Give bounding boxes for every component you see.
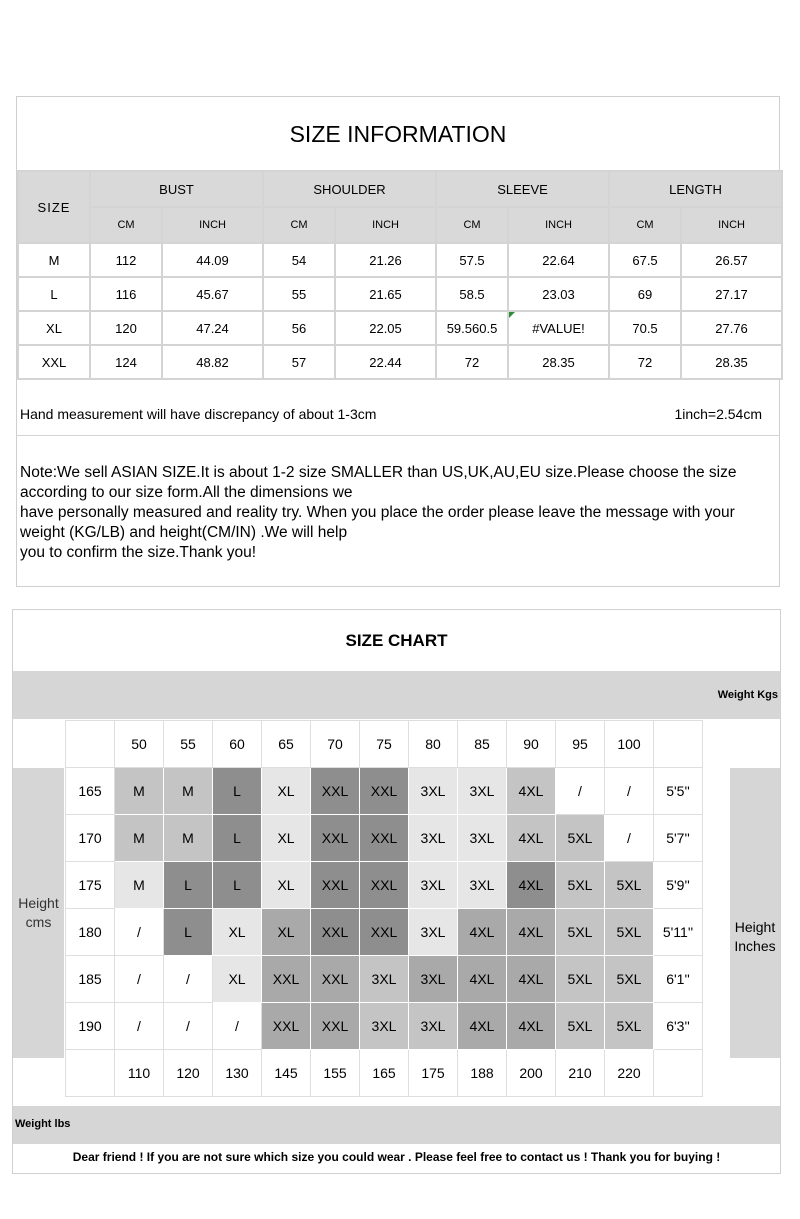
length-header: LENGTH [609,171,782,207]
table-cell: 21.26 [335,243,436,277]
weight-lb-label: 110 [115,1050,164,1097]
size-cell: / [605,768,654,815]
height-cms-label: Height cms [18,895,59,930]
size-cell: 3XL [409,862,458,909]
weight-kg-label: 55 [164,721,213,768]
weight-lb-label: 155 [311,1050,360,1097]
weight-lb-label: 130 [213,1050,262,1097]
size-cell: XL [262,815,311,862]
note-line: weight (KG/LB) and height(CM/IN) .We will help [20,524,348,541]
height-ft-label: 6'3'' [654,1003,703,1050]
table-cell: 44.09 [162,243,263,277]
unit-header: INCH [162,207,263,243]
size-cell: L [213,768,262,815]
weight-lb-label: 120 [164,1050,213,1097]
table-cell: 45.67 [162,277,263,311]
size-cell: XL [262,768,311,815]
size-cell: 4XL [458,909,507,956]
size-cell: 4XL [507,909,556,956]
weight-kg-label: 100 [605,721,654,768]
table-cell: 21.65 [335,277,436,311]
weight-lb-label: 220 [605,1050,654,1097]
weight-kgs-row [66,721,703,768]
size-cell: 3XL [360,1003,409,1050]
weight-lbs-label: Weight lbs [15,1118,71,1130]
table-cell: #VALUE! [508,311,609,345]
size-cell: 3XL [409,815,458,862]
height-cm-label: 175 [66,862,115,909]
weight-kg-label: 60 [213,721,262,768]
size-cell: M [115,815,164,862]
table-cell: 57 [263,345,335,379]
table-cell: 22.44 [335,345,436,379]
table-cell: 48.82 [162,345,263,379]
size-cell: XXL [311,956,360,1003]
size-cell: XXL [311,1003,360,1050]
table-cell: 23.03 [508,277,609,311]
table-row [18,243,782,277]
weight-kg-label: 85 [458,721,507,768]
table-cell: 28.35 [508,345,609,379]
grid-corner [66,721,115,768]
table-cell: 26.57 [681,243,782,277]
size-cell: / [115,956,164,1003]
size-cell: / [605,815,654,862]
size-chart-row [66,862,703,909]
size-information-title: SIZE INFORMATION [289,121,507,147]
size-cell: 4XL [507,768,556,815]
size-cell: L [164,862,213,909]
table-cell: 70.5 [609,311,681,345]
table-row [18,311,782,345]
height-cms-column [13,768,64,1058]
weight-lb-label: 175 [409,1050,458,1097]
size-cell: XXL [360,862,409,909]
unit-header: INCH [335,207,436,243]
size-cell: XXL [311,768,360,815]
size-information-panel [16,96,780,587]
size-cell: 3XL [409,1003,458,1050]
size-cell: 3XL [458,862,507,909]
weight-kg-label: 90 [507,721,556,768]
size-cell: L [213,815,262,862]
height-cm-label: 180 [66,909,115,956]
size-cell: 5XL [556,1003,605,1050]
size-chart-panel [12,609,781,1174]
size-cell: 5XL [556,862,605,909]
size-cell: 3XL [409,768,458,815]
weight-kg-label: 75 [360,721,409,768]
size-cell: / [115,1003,164,1050]
height-cm-label: 185 [66,956,115,1003]
size-cell: XXL [360,909,409,956]
size-cell: / [556,768,605,815]
size-label: L [18,277,90,311]
grid-corner [654,1050,703,1097]
height-cm-label: 165 [66,768,115,815]
size-cell: / [164,1003,213,1050]
size-cell: / [115,909,164,956]
weight-kgs-band [13,671,780,719]
table-cell: 116 [90,277,162,311]
table-row [18,277,782,311]
size-cell: 3XL [409,909,458,956]
table-cell: 27.17 [681,277,782,311]
size-chart-row [66,956,703,1003]
table-cell: 69 [609,277,681,311]
height-ft-label: 6'1'' [654,956,703,1003]
table-cell: 56 [263,311,335,345]
table-cell: 58.5 [436,277,508,311]
size-cell: 5XL [556,956,605,1003]
unit-header: INCH [508,207,609,243]
size-cell: 5XL [605,956,654,1003]
size-cell: M [164,815,213,862]
size-cell: XXL [262,1003,311,1050]
size-cell: XL [213,956,262,1003]
weight-lb-label: 145 [262,1050,311,1097]
unit-header: CM [436,207,508,243]
sleeve-header: SLEEVE [436,171,609,207]
size-column-header: SIZE [18,171,90,243]
note-line: Note:We sell ASIAN SIZE.It is about 1-2 size SMALLER than US,UK,AU,EU size.Please choose the size [20,464,737,481]
weight-lb-label: 165 [360,1050,409,1097]
table-cell: 72 [609,345,681,379]
weight-kg-label: 80 [409,721,458,768]
note-line: have personally measured and reality try. When you place the order please leave the message with your [20,504,735,521]
height-inches-column [730,768,780,1058]
grid-corner [654,721,703,768]
height-ft-label: 5'9'' [654,862,703,909]
measurement-note-row [17,397,779,436]
size-cell: XXL [262,956,311,1003]
weight-kg-label: 50 [115,721,164,768]
weight-lb-label: 188 [458,1050,507,1097]
table-cell: 124 [90,345,162,379]
size-label: XXL [18,345,90,379]
note-line: you to confirm the size.Thank you! [20,544,257,561]
table-cell: 59.560.5 [436,311,508,345]
table-cell: 47.24 [162,311,263,345]
size-cell: XXL [311,862,360,909]
weight-kgs-label: Weight Kgs [717,689,778,701]
table-cell: 28.35 [681,345,782,379]
unit-header: CM [609,207,681,243]
table-cell: 67.5 [609,243,681,277]
size-cell: 4XL [507,1003,556,1050]
weight-lbs-band [13,1106,780,1144]
size-cell: 4XL [458,1003,507,1050]
size-cell: L [164,909,213,956]
size-cell: 5XL [556,909,605,956]
weight-lbs-row [66,1050,703,1097]
size-cell: / [164,956,213,1003]
measurement-discrepancy-note: Hand measurement will have discrepancy of about 1-3cm [20,406,377,422]
weight-lb-label: 200 [507,1050,556,1097]
table-cell: 22.64 [508,243,609,277]
size-chart-row [66,768,703,815]
contact-footer-note: Dear friend ! If you are not sure which size you could wear . Please feel free to contact us ! Thank you for buying ! [72,1150,721,1164]
bust-header: BUST [90,171,263,207]
grid-corner [66,1050,115,1097]
size-cell: 3XL [458,768,507,815]
table-cell: 22.05 [335,311,436,345]
size-cell: XXL [360,815,409,862]
size-cell: XXL [311,815,360,862]
table-cell: 72 [436,345,508,379]
note-line: according to our size form.All the dimensions we [20,484,353,501]
weight-kg-label: 70 [311,721,360,768]
size-cell: L [213,862,262,909]
size-cell: XXL [311,909,360,956]
inch-conversion-note: 1inch=2.54cm [674,406,762,422]
size-chart-row [66,815,703,862]
size-chart-title: SIZE CHART [345,631,448,650]
table-cell: 55 [263,277,335,311]
size-cell: XL [262,862,311,909]
size-cell: 5XL [605,909,654,956]
size-cell: / [213,1003,262,1050]
size-cell: 4XL [507,862,556,909]
height-ft-label: 5'7'' [654,815,703,862]
size-cell: 4XL [507,815,556,862]
height-ft-label: 5'5'' [654,768,703,815]
table-cell: 27.76 [681,311,782,345]
unit-header: CM [263,207,335,243]
size-chart-grid [65,720,703,1097]
size-cell: 5XL [556,815,605,862]
size-chart-row [66,1003,703,1050]
size-information-table [17,170,783,380]
table-cell: 112 [90,243,162,277]
size-cell: 4XL [458,956,507,1003]
shoulder-header: SHOULDER [263,171,436,207]
size-cell: M [115,768,164,815]
size-cell: 5XL [605,1003,654,1050]
height-cm-label: 190 [66,1003,115,1050]
table-cell: 120 [90,311,162,345]
size-cell: M [164,768,213,815]
size-cell: 5XL [605,862,654,909]
size-label: XL [18,311,90,345]
asian-size-note [20,463,770,563]
unit-header: CM [90,207,162,243]
size-cell: 3XL [458,815,507,862]
height-cm-label: 170 [66,815,115,862]
size-cell: XXL [360,768,409,815]
height-ft-label: 5'11'' [654,909,703,956]
unit-header: INCH [681,207,782,243]
size-chart-row [66,909,703,956]
size-cell: 3XL [360,956,409,1003]
height-inches-label: Height Inches [734,919,776,954]
size-cell: XL [213,909,262,956]
size-cell: XL [262,909,311,956]
table-cell: 54 [263,243,335,277]
weight-lb-label: 210 [556,1050,605,1097]
table-row [18,345,782,379]
size-cell: 4XL [507,956,556,1003]
size-cell: 3XL [409,956,458,1003]
weight-kg-label: 65 [262,721,311,768]
weight-kg-label: 95 [556,721,605,768]
size-cell: M [115,862,164,909]
table-cell: 57.5 [436,243,508,277]
size-label: M [18,243,90,277]
